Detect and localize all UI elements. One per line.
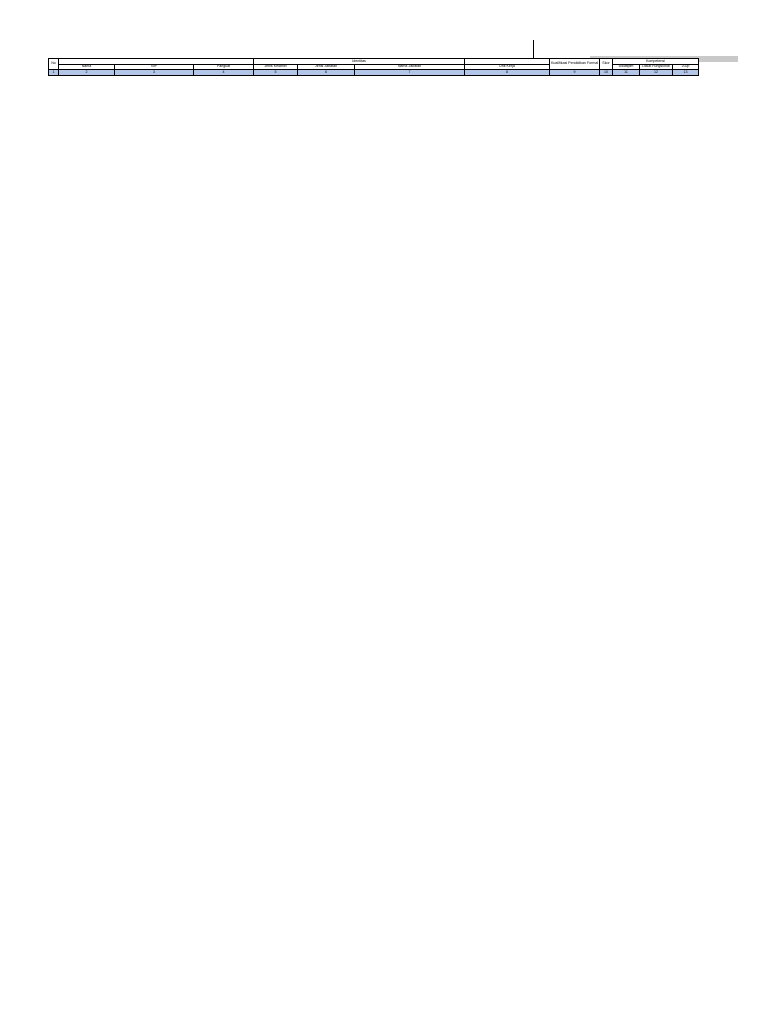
header-kompetensi: Kompetensi [613,59,699,65]
header-jenis-jabatan: Jenis Jabatan [298,64,355,70]
header-jp: 20Jp [673,64,699,70]
header-column-numbers [49,70,699,76]
column-number-6: 6 [298,70,355,76]
column-number-4: 4 [194,70,254,76]
column-number-7: 7 [355,70,465,76]
column-number-5: 5 [254,70,298,76]
header-diklatpim: Diklatpim [613,64,640,70]
header-skor: Skor [600,59,613,70]
column-number-9: 9 [550,70,600,76]
column-number-13: 13 [673,70,699,76]
header-no: No [49,59,59,70]
header-pangkat: Pangkat [194,64,254,70]
header-identitas: Identitas [254,59,465,65]
column-number-1: 1 [49,70,59,76]
header-unit-kerja: Unit Kerja [465,64,550,70]
column-number-11: 11 [613,70,640,76]
header-diklat-fungsional: Diklat Fungsional [640,64,673,70]
column-number-2: 2 [59,70,115,76]
header-kualifikasi: Kualifikasi Pendidikan Formal [550,59,600,70]
header-jenis-kelamin: Jenis Kelamin [254,64,298,70]
column-number-8: 8 [465,70,550,76]
header-nip: NIP [115,64,194,70]
column-number-12: 12 [640,70,673,76]
spreadsheet-section-1 [48,58,699,76]
column-number-10: 10 [600,70,613,76]
column-number-3: 3 [115,70,194,76]
header-nama-jabatan: Nama Jabatan [355,64,465,70]
header-nama: Nama [59,64,115,70]
